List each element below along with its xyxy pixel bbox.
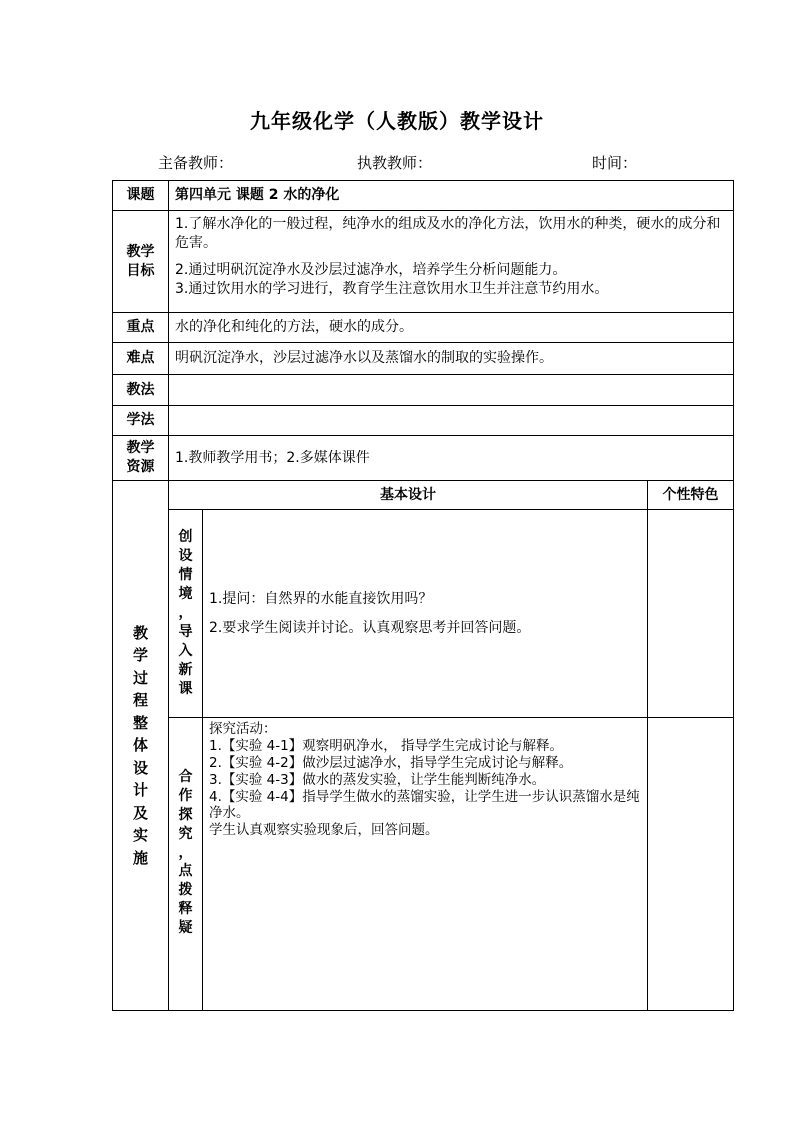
stage-label-char: 合	[178, 769, 193, 785]
stage-content	[203, 510, 648, 718]
goal-item: 2.通过明矾沉淀净水及沙层过滤净水，培养学生分析问题能力。	[175, 261, 567, 278]
stage-line: 1.【实验 4-1】观察明矾净水， 指导学生完成讨论与解释。	[209, 737, 564, 754]
stage-label-char: 入	[178, 642, 193, 659]
teaching-method-value	[169, 375, 734, 406]
teaching-method-row	[113, 375, 734, 406]
stage-label-char: 导	[178, 623, 193, 640]
stage-label-char: 境	[178, 586, 193, 603]
process-header-row	[113, 481, 734, 510]
stage-label-char: 释	[178, 901, 193, 918]
goals-row	[113, 211, 734, 313]
difficulties-label: 难点	[113, 343, 169, 375]
stage-label-char: ，	[178, 844, 193, 861]
difficulties-row	[113, 343, 734, 375]
process-label-char: 计	[132, 781, 148, 800]
resources-label	[113, 436, 169, 481]
stage-label-char: 作	[178, 787, 193, 804]
lesson-plan-table	[112, 180, 734, 1011]
stage-content	[203, 718, 648, 1011]
process-label-char: 施	[132, 848, 148, 867]
basic-design-header: 基本设计	[169, 481, 648, 510]
stage-line: 探究活动：	[209, 721, 277, 737]
key-points-row	[113, 313, 734, 343]
learning-method-row	[113, 406, 734, 436]
time-label: 时间：	[592, 154, 638, 172]
stage-label-char: 情	[178, 567, 193, 584]
goals-label	[113, 211, 169, 313]
stage-label	[169, 510, 203, 718]
process-label-char: 程	[132, 691, 148, 710]
stage-label-char: 新	[178, 661, 193, 678]
stage-label-char: 课	[178, 680, 193, 697]
goal-item: 1.了解水净化的一般过程，纯净水的组成及水的净化方法，饮用水的种类，硬水的成分和危害。	[175, 216, 721, 251]
key-points-value: 水的净化和纯化的方法，硬水的成分。	[169, 313, 734, 343]
key-points-label: 重点	[113, 313, 169, 343]
resources-label-line2: 资源	[126, 459, 155, 475]
difficulties-value: 明矾沉淀净水，沙层过滤净水以及蒸馏水的制取的实验操作。	[169, 343, 734, 375]
topic-label: 课题	[113, 181, 169, 211]
stage-line: 3.【实验 4-3】做水的蒸发实验，让学生能判断纯净水。	[209, 771, 546, 788]
stage-line: 2.【实验 4-2】做沙层过滤净水，指导学生完成讨论与解释。	[209, 754, 573, 771]
process-label-char: 过	[132, 668, 148, 687]
stage-line: 2.要求学生阅读并讨论。认真观察思考并回答问题。	[209, 619, 531, 636]
process-label	[113, 481, 169, 1011]
stage-line: 4.【实验 4-4】指导学生做水的蒸馏实验，让学生进一步认识蒸馏水是纯净水。	[209, 788, 640, 822]
goals-content	[169, 211, 734, 313]
process-label-char: 设	[132, 758, 148, 777]
resources-row	[113, 436, 734, 481]
topic-row	[113, 181, 734, 211]
stage-label-char: 创	[178, 529, 193, 546]
stage-line: 学生认真观察实验现象后，回答问题。	[209, 822, 439, 839]
stage-label-char: ，	[178, 605, 193, 622]
process-label-char: 及	[132, 803, 148, 822]
personal-header: 个性特色	[648, 481, 734, 510]
goals-label-line1: 教学	[126, 243, 155, 260]
process-label-char: 体	[132, 736, 148, 755]
teaching-method-label: 教法	[113, 375, 169, 406]
topic-value: 第四单元 课题 2 水的净化	[169, 181, 734, 211]
process-label-char: 教	[132, 623, 148, 642]
learning-method-value	[169, 406, 734, 436]
stage-label-char: 点	[178, 863, 193, 880]
resources-value: 1.教师教学用书；2.多媒体课件	[169, 436, 734, 481]
stage-label	[169, 718, 203, 1011]
stage-line: 1.提问：自然界的水能直接饮用吗？	[209, 590, 433, 607]
resources-label-line1: 教学	[126, 440, 155, 457]
document-title: 九年级化学（人教版）教学设计	[250, 109, 544, 133]
teaching-teacher-label: 执教教师：	[357, 154, 433, 172]
stage-label-char: 疑	[178, 920, 193, 937]
stage-label-char: 设	[178, 548, 193, 565]
stage-label-char: 拨	[178, 882, 193, 899]
learning-method-label: 学法	[113, 406, 169, 436]
process-label-char: 整	[132, 713, 148, 732]
personal-cell	[648, 510, 734, 718]
process-label-char: 学	[132, 646, 148, 665]
stage-label-char: 探	[178, 806, 193, 823]
stage-row	[113, 510, 734, 718]
process-label-char: 实	[132, 826, 148, 845]
goals-label-line2: 目标	[126, 262, 155, 279]
personal-cell	[648, 718, 734, 1011]
goal-item: 3.通过饮用水的学习进行，教育学生注意饮用水卫生并注意节约用水。	[175, 280, 609, 297]
lead-teacher-label: 主备教师：	[158, 154, 234, 172]
stage-label-char: 究	[178, 825, 193, 842]
stage-row	[113, 718, 734, 1011]
